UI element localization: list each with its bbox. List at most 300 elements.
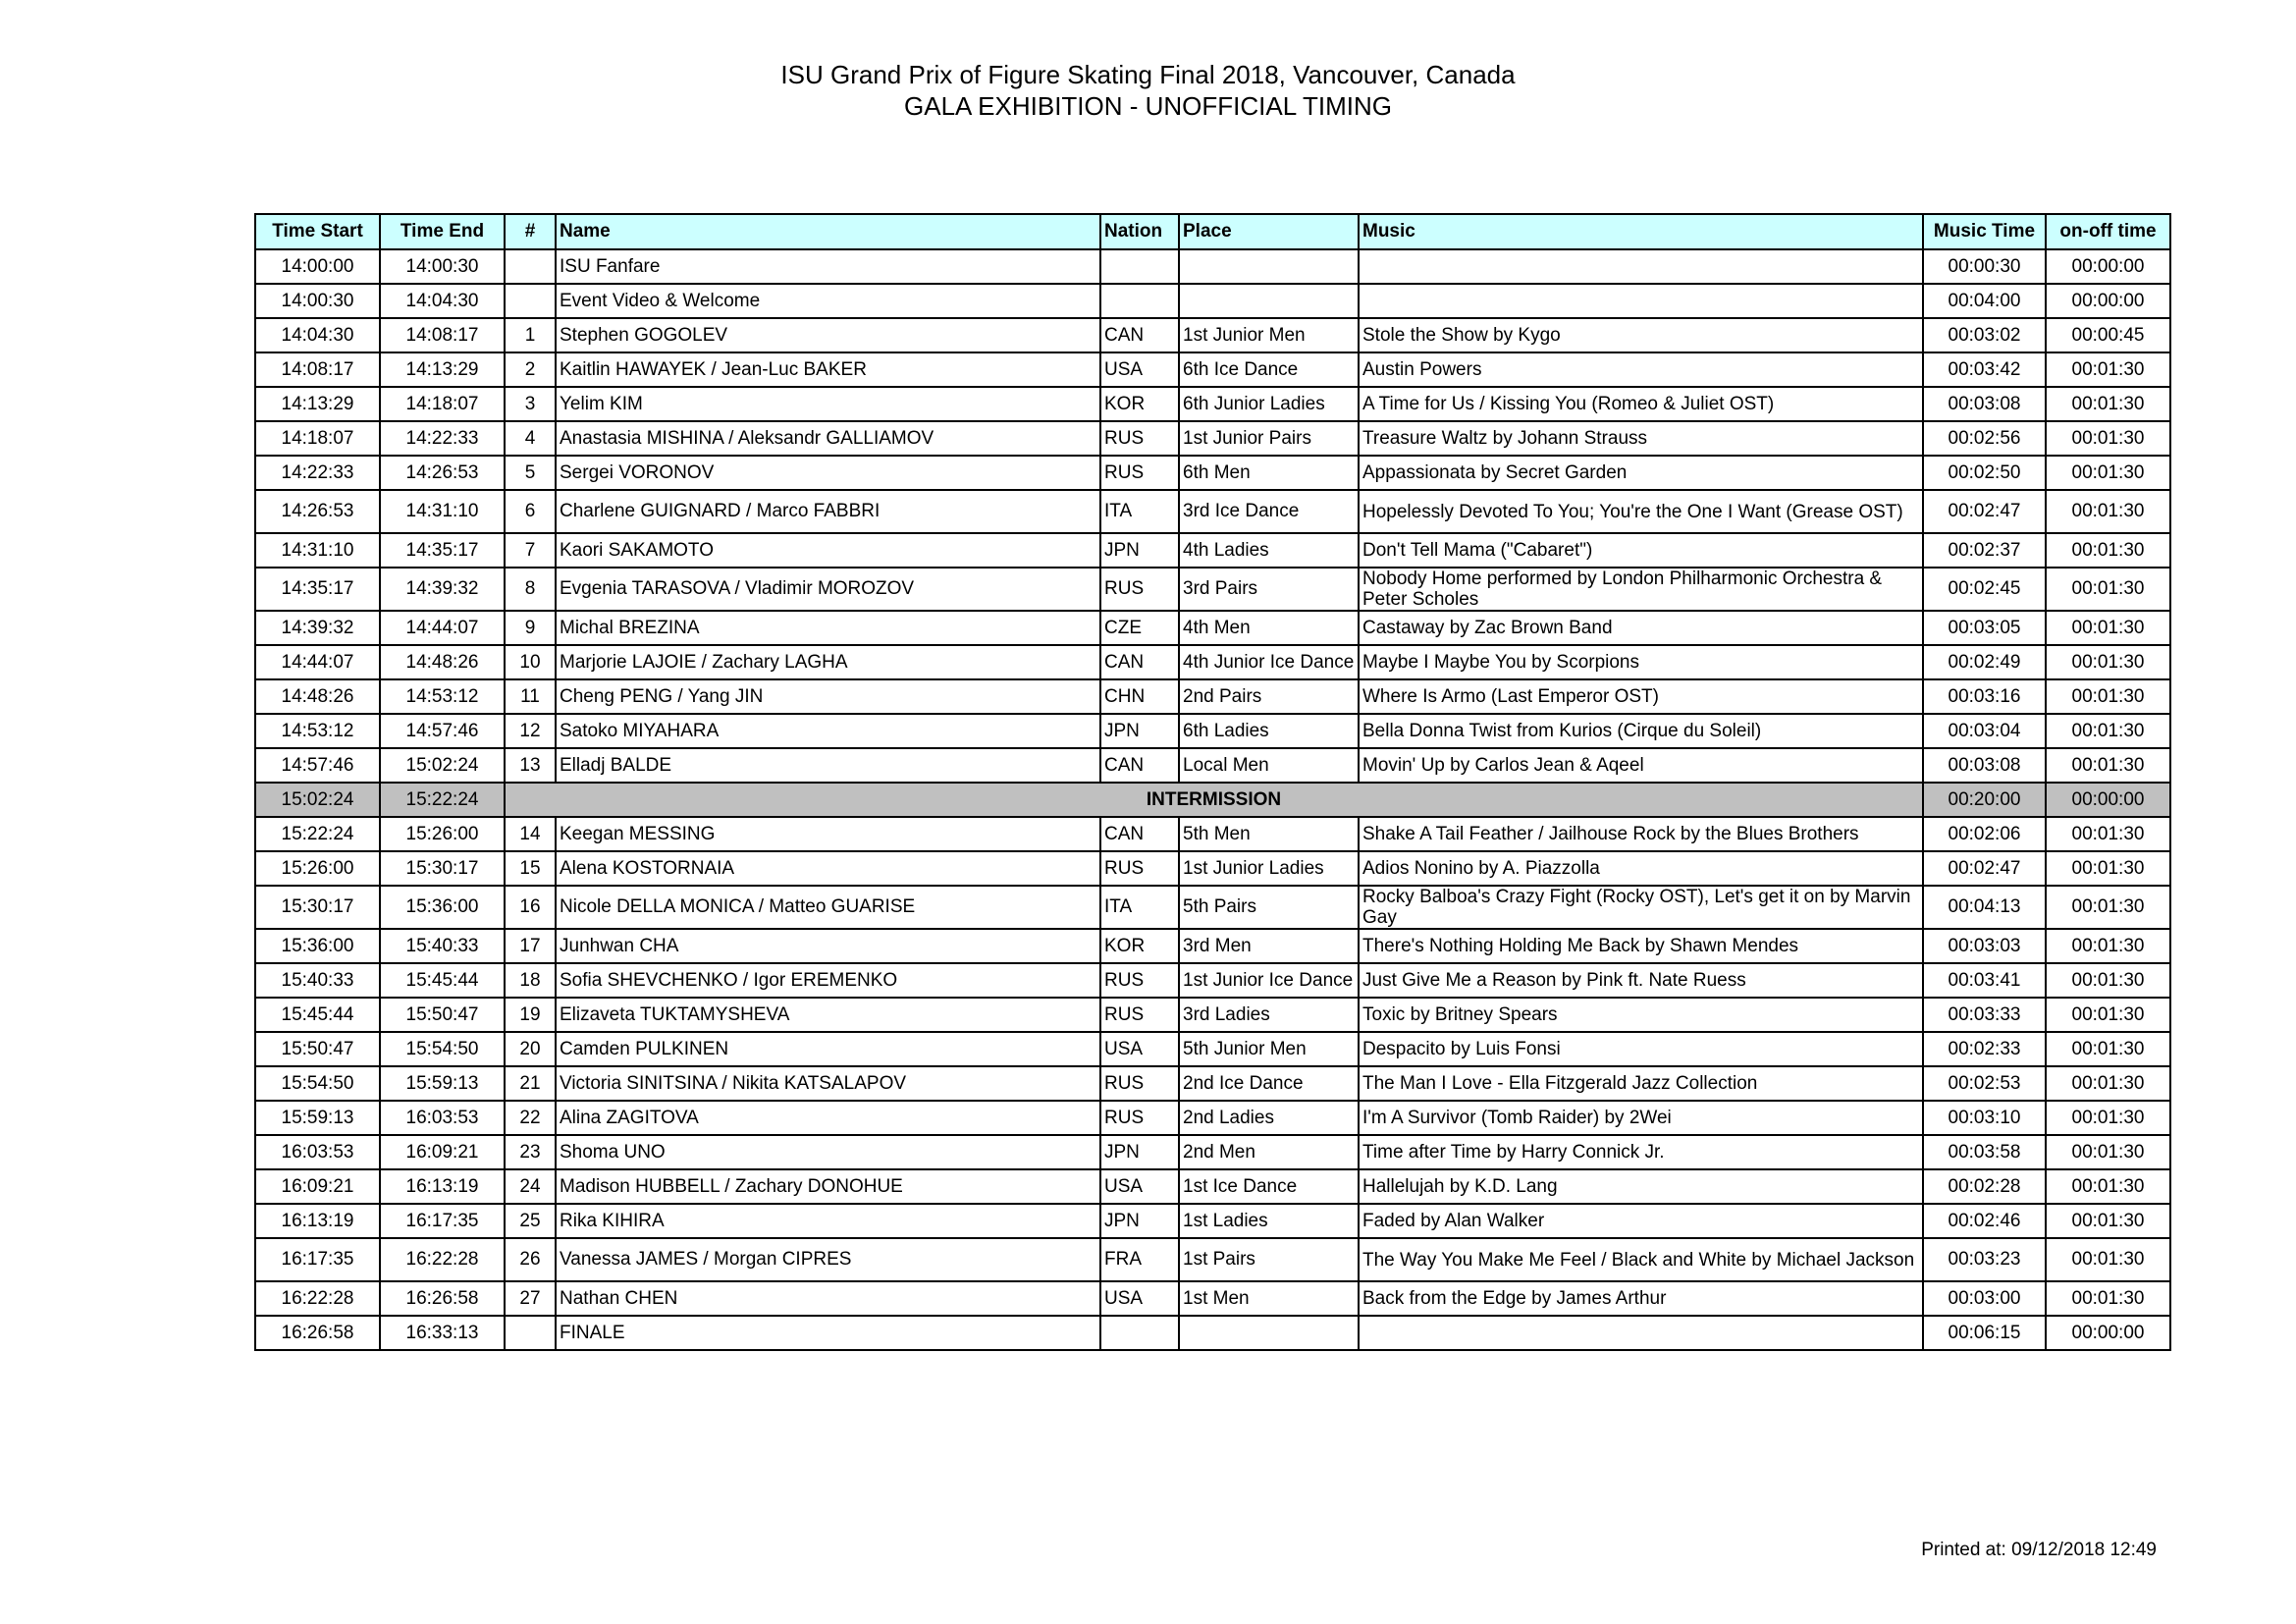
cell-place: 3rd Pairs bbox=[1179, 568, 1359, 611]
cell-time-start: 14:08:17 bbox=[255, 352, 380, 387]
cell-on-off-time: 00:01:30 bbox=[2046, 817, 2170, 851]
cell-on-off-time: 00:01:30 bbox=[2046, 611, 2170, 645]
intermission-label: INTERMISSION bbox=[505, 783, 1923, 817]
cell-place: 5th Men bbox=[1179, 817, 1359, 851]
timing-table bbox=[254, 213, 2171, 1351]
col-header-time-end: Time End bbox=[380, 214, 505, 249]
cell-nation: RUS bbox=[1100, 963, 1179, 998]
cell-time-end: 14:39:32 bbox=[380, 568, 505, 611]
cell-nation: USA bbox=[1100, 352, 1179, 387]
table-row bbox=[255, 352, 2170, 387]
col-header-number: # bbox=[505, 214, 556, 249]
cell-time-start: 14:31:10 bbox=[255, 533, 380, 568]
cell-name: Michal BREZINA bbox=[556, 611, 1100, 645]
cell-music: The Way You Make Me Feel / Black and White by Michael Jackson bbox=[1359, 1238, 1923, 1281]
cell-name: Junhwan CHA bbox=[556, 929, 1100, 963]
cell-music-time: 00:03:08 bbox=[1923, 748, 2046, 783]
cell-nation: ITA bbox=[1100, 886, 1179, 929]
table-body-part2 bbox=[255, 817, 2170, 1350]
cell-name: Rika KIHIRA bbox=[556, 1204, 1100, 1238]
cell-number: 3 bbox=[505, 387, 556, 421]
cell-time-start: 14:39:32 bbox=[255, 611, 380, 645]
cell-time-start: 15:30:17 bbox=[255, 886, 380, 929]
cell-name: Shoma UNO bbox=[556, 1135, 1100, 1169]
cell-time-start: 14:18:07 bbox=[255, 421, 380, 456]
cell-name: Cheng PENG / Yang JIN bbox=[556, 679, 1100, 714]
cell-number: 25 bbox=[505, 1204, 556, 1238]
cell-name: Event Video & Welcome bbox=[556, 284, 1100, 318]
cell-number: 26 bbox=[505, 1238, 556, 1281]
table-row bbox=[255, 568, 2170, 611]
cell-music bbox=[1359, 284, 1923, 318]
cell-time-end: 16:26:58 bbox=[380, 1281, 505, 1316]
cell-music-time: 00:03:00 bbox=[1923, 1281, 2046, 1316]
cell-name: Anastasia MISHINA / Aleksandr GALLIAMOV bbox=[556, 421, 1100, 456]
cell-nation: JPN bbox=[1100, 1204, 1179, 1238]
cell-place: 5th Pairs bbox=[1179, 886, 1359, 929]
cell-music-time: 00:02:49 bbox=[1923, 645, 2046, 679]
cell-number: 14 bbox=[505, 817, 556, 851]
cell-number: 23 bbox=[505, 1135, 556, 1169]
cell-name: Charlene GUIGNARD / Marco FABBRI bbox=[556, 490, 1100, 533]
cell-on-off-time: 00:00:00 bbox=[2046, 249, 2170, 284]
cell-time-start: 14:04:30 bbox=[255, 318, 380, 352]
cell-on-off-time: 00:01:30 bbox=[2046, 1101, 2170, 1135]
table-row bbox=[255, 645, 2170, 679]
table-row bbox=[255, 679, 2170, 714]
cell-time-end: 15:02:24 bbox=[380, 748, 505, 783]
cell-on-off-time: 00:01:30 bbox=[2046, 714, 2170, 748]
cell-nation: USA bbox=[1100, 1032, 1179, 1066]
table-row bbox=[255, 456, 2170, 490]
cell-number: 20 bbox=[505, 1032, 556, 1066]
cell-on-off-time: 00:01:30 bbox=[2046, 352, 2170, 387]
cell-time-end: 16:09:21 bbox=[380, 1135, 505, 1169]
cell-time-start: 16:09:21 bbox=[255, 1169, 380, 1204]
table-row bbox=[255, 1316, 2170, 1350]
cell-number: 1 bbox=[505, 318, 556, 352]
cell-place: 1st Ice Dance bbox=[1179, 1169, 1359, 1204]
cell-on-off-time: 00:01:30 bbox=[2046, 1281, 2170, 1316]
cell-music: Maybe I Maybe You by Scorpions bbox=[1359, 645, 1923, 679]
cell-music-time: 00:02:06 bbox=[1923, 817, 2046, 851]
cell-time-end: 14:35:17 bbox=[380, 533, 505, 568]
cell-name: FINALE bbox=[556, 1316, 1100, 1350]
cell-time-end: 15:45:44 bbox=[380, 963, 505, 998]
cell-place: 3rd Ice Dance bbox=[1179, 490, 1359, 533]
cell-nation: USA bbox=[1100, 1169, 1179, 1204]
cell-nation: KOR bbox=[1100, 387, 1179, 421]
cell-music-time: 00:02:53 bbox=[1923, 1066, 2046, 1101]
cell-music: Nobody Home performed by London Philharmonic Orchestra & Peter Scholes bbox=[1359, 568, 1923, 611]
cell-number: 17 bbox=[505, 929, 556, 963]
table-row bbox=[255, 1169, 2170, 1204]
cell-place: 6th Ice Dance bbox=[1179, 352, 1359, 387]
cell-time-end: 14:18:07 bbox=[380, 387, 505, 421]
table-row bbox=[255, 533, 2170, 568]
col-header-music: Music bbox=[1359, 214, 1923, 249]
cell-music: I'm A Survivor (Tomb Raider) by 2Wei bbox=[1359, 1101, 1923, 1135]
cell-nation: ITA bbox=[1100, 490, 1179, 533]
cell-place: 2nd Ice Dance bbox=[1179, 1066, 1359, 1101]
cell-music-time: 00:04:00 bbox=[1923, 284, 2046, 318]
table-row bbox=[255, 1204, 2170, 1238]
cell-time-start: 15:59:13 bbox=[255, 1101, 380, 1135]
cell-time-end: 16:13:19 bbox=[380, 1169, 505, 1204]
cell-music: Back from the Edge by James Arthur bbox=[1359, 1281, 1923, 1316]
cell-nation: CAN bbox=[1100, 817, 1179, 851]
cell-name: Keegan MESSING bbox=[556, 817, 1100, 851]
cell-nation bbox=[1100, 249, 1179, 284]
cell-on-off-time: 00:01:30 bbox=[2046, 929, 2170, 963]
cell-place: 3rd Men bbox=[1179, 929, 1359, 963]
cell-time-start: 14:26:53 bbox=[255, 490, 380, 533]
cell-on-off-time: 00:01:30 bbox=[2046, 1066, 2170, 1101]
cell-music: There's Nothing Holding Me Back by Shawn Mendes bbox=[1359, 929, 1923, 963]
table-row bbox=[255, 1281, 2170, 1316]
document-subtitle: GALA EXHIBITION - UNOFFICIAL TIMING bbox=[904, 91, 1392, 121]
cell-time-end: 14:53:12 bbox=[380, 679, 505, 714]
cell-music: Movin' Up by Carlos Jean & Aqeel bbox=[1359, 748, 1923, 783]
cell-number bbox=[505, 249, 556, 284]
cell-name: Vanessa JAMES / Morgan CIPRES bbox=[556, 1238, 1100, 1281]
table-row bbox=[255, 284, 2170, 318]
cell-place: 1st Junior Men bbox=[1179, 318, 1359, 352]
cell-on-off-time: 00:00:00 bbox=[2046, 1316, 2170, 1350]
cell-nation: RUS bbox=[1100, 998, 1179, 1032]
cell-time-end: 15:30:17 bbox=[380, 851, 505, 886]
cell-name: Stephen GOGOLEV bbox=[556, 318, 1100, 352]
cell-name: Sofia SHEVCHENKO / Igor EREMENKO bbox=[556, 963, 1100, 998]
cell-name: Alena KOSTORNAIA bbox=[556, 851, 1100, 886]
cell-time-start: 16:13:19 bbox=[255, 1204, 380, 1238]
cell-music: A Time for Us / Kissing You (Romeo & Juliet OST) bbox=[1359, 387, 1923, 421]
cell-nation bbox=[1100, 1316, 1179, 1350]
cell-place: 1st Ladies bbox=[1179, 1204, 1359, 1238]
cell-time-end: 14:31:10 bbox=[380, 490, 505, 533]
cell-music-time: 00:02:28 bbox=[1923, 1169, 2046, 1204]
cell-number: 8 bbox=[505, 568, 556, 611]
cell-place: 6th Ladies bbox=[1179, 714, 1359, 748]
cell-music-time: 00:03:05 bbox=[1923, 611, 2046, 645]
cell-music-time: 00:03:42 bbox=[1923, 352, 2046, 387]
table-row bbox=[255, 1135, 2170, 1169]
cell-time-start: 15:26:00 bbox=[255, 851, 380, 886]
cell-number: 6 bbox=[505, 490, 556, 533]
cell-on-off-time: 00:01:30 bbox=[2046, 533, 2170, 568]
cell-on-off-time: 00:01:30 bbox=[2046, 851, 2170, 886]
cell-on-off-time: 00:01:30 bbox=[2046, 1238, 2170, 1281]
cell-nation: RUS bbox=[1100, 1101, 1179, 1135]
cell-nation: RUS bbox=[1100, 456, 1179, 490]
cell-music-time: 00:03:04 bbox=[1923, 714, 2046, 748]
cell-number: 12 bbox=[505, 714, 556, 748]
cell-time-start: 15:36:00 bbox=[255, 929, 380, 963]
col-header-nation: Nation bbox=[1100, 214, 1179, 249]
cell-name: Evgenia TARASOVA / Vladimir MOROZOV bbox=[556, 568, 1100, 611]
cell-number: 21 bbox=[505, 1066, 556, 1101]
cell-time-start: 14:44:07 bbox=[255, 645, 380, 679]
cell-nation: RUS bbox=[1100, 568, 1179, 611]
cell-on-off-time: 00:01:30 bbox=[2046, 645, 2170, 679]
table-row bbox=[255, 963, 2170, 998]
cell-music: Just Give Me a Reason by Pink ft. Nate Ruess bbox=[1359, 963, 1923, 998]
cell-nation: RUS bbox=[1100, 851, 1179, 886]
document-title: ISU Grand Prix of Figure Skating Final 2018, Vancouver, Canada bbox=[780, 60, 1516, 89]
cell-time-start: 15:54:50 bbox=[255, 1066, 380, 1101]
cell-music-time: 00:02:50 bbox=[1923, 456, 2046, 490]
cell-number: 22 bbox=[505, 1101, 556, 1135]
cell-name: Elladj BALDE bbox=[556, 748, 1100, 783]
table-row bbox=[255, 1238, 2170, 1281]
cell-music-time: 00:03:23 bbox=[1923, 1238, 2046, 1281]
table-row bbox=[255, 490, 2170, 533]
cell-time-start: 15:22:24 bbox=[255, 817, 380, 851]
cell-name: Nathan CHEN bbox=[556, 1281, 1100, 1316]
cell-time-end: 14:44:07 bbox=[380, 611, 505, 645]
cell-on-off-time: 00:01:30 bbox=[2046, 387, 2170, 421]
cell-time-start: 16:17:35 bbox=[255, 1238, 380, 1281]
cell-place: 2nd Pairs bbox=[1179, 679, 1359, 714]
cell-place: 3rd Ladies bbox=[1179, 998, 1359, 1032]
cell-music: Rocky Balboa's Crazy Fight (Rocky OST), Let's get it on by Marvin Gay bbox=[1359, 886, 1923, 929]
cell-on-off-time: 00:01:30 bbox=[2046, 963, 2170, 998]
cell-music: Shake A Tail Feather / Jailhouse Rock by the Blues Brothers bbox=[1359, 817, 1923, 851]
cell-music-time: 00:02:47 bbox=[1923, 490, 2046, 533]
cell-music: Despacito by Luis Fonsi bbox=[1359, 1032, 1923, 1066]
cell-number: 19 bbox=[505, 998, 556, 1032]
cell-on-off-time: 00:01:30 bbox=[2046, 456, 2170, 490]
cell-music-time: 00:03:33 bbox=[1923, 998, 2046, 1032]
cell-music: Bella Donna Twist from Kurios (Cirque du Soleil) bbox=[1359, 714, 1923, 748]
cell-name: Alina ZAGITOVA bbox=[556, 1101, 1100, 1135]
cell-place: 4th Junior Ice Dance bbox=[1179, 645, 1359, 679]
cell-name: ISU Fanfare bbox=[556, 249, 1100, 284]
cell-on-off-time: 00:01:30 bbox=[2046, 568, 2170, 611]
cell-place: 5th Junior Men bbox=[1179, 1032, 1359, 1066]
table-row bbox=[255, 1101, 2170, 1135]
cell-place bbox=[1179, 249, 1359, 284]
table-body-part1 bbox=[255, 249, 2170, 783]
cell-number: 11 bbox=[505, 679, 556, 714]
cell-nation: CHN bbox=[1100, 679, 1179, 714]
cell-time-end: 14:22:33 bbox=[380, 421, 505, 456]
cell-time-end: 15:36:00 bbox=[380, 886, 505, 929]
cell-place: 6th Men bbox=[1179, 456, 1359, 490]
cell-name: Elizaveta TUKTAMYSHEVA bbox=[556, 998, 1100, 1032]
cell-music: Adios Nonino by A. Piazzolla bbox=[1359, 851, 1923, 886]
cell-place: 2nd Ladies bbox=[1179, 1101, 1359, 1135]
cell-music-time: 00:02:47 bbox=[1923, 851, 2046, 886]
table-body-intermission bbox=[255, 783, 2170, 817]
cell-place: 2nd Men bbox=[1179, 1135, 1359, 1169]
cell-place: 1st Junior Ladies bbox=[1179, 851, 1359, 886]
table-header-row bbox=[255, 214, 2170, 249]
cell-music-time: 00:02:45 bbox=[1923, 568, 2046, 611]
cell-time-end: 14:26:53 bbox=[380, 456, 505, 490]
cell-music: Hallelujah by K.D. Lang bbox=[1359, 1169, 1923, 1204]
cell-time-end: 15:59:13 bbox=[380, 1066, 505, 1101]
cell-name: Marjorie LAJOIE / Zachary LAGHA bbox=[556, 645, 1100, 679]
table-row bbox=[255, 611, 2170, 645]
cell-music: Appassionata by Secret Garden bbox=[1359, 456, 1923, 490]
table-row bbox=[255, 886, 2170, 929]
cell-nation: USA bbox=[1100, 1281, 1179, 1316]
cell-number bbox=[505, 1316, 556, 1350]
table-row bbox=[255, 851, 2170, 886]
cell-on-off-time: 00:01:30 bbox=[2046, 1135, 2170, 1169]
cell-time-start: 15:40:33 bbox=[255, 963, 380, 998]
cell-music: Don't Tell Mama ("Cabaret") bbox=[1359, 533, 1923, 568]
cell-music-time: 00:03:03 bbox=[1923, 929, 2046, 963]
cell-music bbox=[1359, 249, 1923, 284]
intermission-music-time: 00:20:00 bbox=[1923, 783, 2046, 817]
cell-name: Sergei VORONOV bbox=[556, 456, 1100, 490]
cell-time-end: 16:17:35 bbox=[380, 1204, 505, 1238]
cell-music: Stole the Show by Kygo bbox=[1359, 318, 1923, 352]
intermission-row bbox=[255, 783, 2170, 817]
cell-music-time: 00:02:56 bbox=[1923, 421, 2046, 456]
cell-nation: CAN bbox=[1100, 318, 1179, 352]
cell-nation: KOR bbox=[1100, 929, 1179, 963]
cell-time-end: 16:03:53 bbox=[380, 1101, 505, 1135]
cell-time-start: 14:00:30 bbox=[255, 284, 380, 318]
table-row bbox=[255, 421, 2170, 456]
cell-number: 10 bbox=[505, 645, 556, 679]
cell-number: 15 bbox=[505, 851, 556, 886]
cell-music: Treasure Waltz by Johann Strauss bbox=[1359, 421, 1923, 456]
intermission-end: 15:22:24 bbox=[380, 783, 505, 817]
cell-music-time: 00:03:10 bbox=[1923, 1101, 2046, 1135]
table-row bbox=[255, 1066, 2170, 1101]
cell-music-time: 00:02:46 bbox=[1923, 1204, 2046, 1238]
cell-music: Faded by Alan Walker bbox=[1359, 1204, 1923, 1238]
cell-music-time: 00:00:30 bbox=[1923, 249, 2046, 284]
table-row bbox=[255, 249, 2170, 284]
cell-music: Castaway by Zac Brown Band bbox=[1359, 611, 1923, 645]
cell-on-off-time: 00:01:30 bbox=[2046, 1169, 2170, 1204]
cell-nation: CZE bbox=[1100, 611, 1179, 645]
cell-time-start: 14:53:12 bbox=[255, 714, 380, 748]
cell-time-start: 15:50:47 bbox=[255, 1032, 380, 1066]
cell-music-time: 00:03:16 bbox=[1923, 679, 2046, 714]
cell-number: 18 bbox=[505, 963, 556, 998]
cell-nation: CAN bbox=[1100, 748, 1179, 783]
col-header-name: Name bbox=[556, 214, 1100, 249]
cell-time-start: 14:00:00 bbox=[255, 249, 380, 284]
cell-time-start: 14:48:26 bbox=[255, 679, 380, 714]
cell-on-off-time: 00:01:30 bbox=[2046, 998, 2170, 1032]
table-row bbox=[255, 998, 2170, 1032]
col-header-time-start: Time Start bbox=[255, 214, 380, 249]
cell-place: 1st Pairs bbox=[1179, 1238, 1359, 1281]
cell-number: 7 bbox=[505, 533, 556, 568]
col-header-music-time: Music Time bbox=[1923, 214, 2046, 249]
cell-music-time: 00:03:08 bbox=[1923, 387, 2046, 421]
printed-at: Printed at: 09/12/2018 12:49 bbox=[1921, 1540, 2157, 1560]
cell-music-time: 00:02:33 bbox=[1923, 1032, 2046, 1066]
cell-time-end: 14:48:26 bbox=[380, 645, 505, 679]
cell-place bbox=[1179, 1316, 1359, 1350]
cell-place: 4th Ladies bbox=[1179, 533, 1359, 568]
cell-number: 27 bbox=[505, 1281, 556, 1316]
cell-name: Kaori SAKAMOTO bbox=[556, 533, 1100, 568]
cell-on-off-time: 00:01:30 bbox=[2046, 1032, 2170, 1066]
cell-time-start: 14:57:46 bbox=[255, 748, 380, 783]
cell-place: 4th Men bbox=[1179, 611, 1359, 645]
document-header bbox=[0, 59, 2296, 122]
table-row bbox=[255, 318, 2170, 352]
cell-nation: FRA bbox=[1100, 1238, 1179, 1281]
cell-music-time: 00:03:58 bbox=[1923, 1135, 2046, 1169]
table-row bbox=[255, 387, 2170, 421]
intermission-on-off: 00:00:00 bbox=[2046, 783, 2170, 817]
cell-number: 9 bbox=[505, 611, 556, 645]
cell-on-off-time: 00:01:30 bbox=[2046, 679, 2170, 714]
cell-number: 16 bbox=[505, 886, 556, 929]
cell-time-end: 15:50:47 bbox=[380, 998, 505, 1032]
cell-name: Kaitlin HAWAYEK / Jean-Luc BAKER bbox=[556, 352, 1100, 387]
cell-nation: JPN bbox=[1100, 714, 1179, 748]
cell-music-time: 00:06:15 bbox=[1923, 1316, 2046, 1350]
cell-time-start: 16:26:58 bbox=[255, 1316, 380, 1350]
cell-time-end: 14:08:17 bbox=[380, 318, 505, 352]
cell-time-start: 14:13:29 bbox=[255, 387, 380, 421]
cell-on-off-time: 00:01:30 bbox=[2046, 886, 2170, 929]
cell-time-end: 14:13:29 bbox=[380, 352, 505, 387]
cell-number: 4 bbox=[505, 421, 556, 456]
cell-time-start: 16:03:53 bbox=[255, 1135, 380, 1169]
cell-name: Nicole DELLA MONICA / Matteo GUARISE bbox=[556, 886, 1100, 929]
cell-on-off-time: 00:01:30 bbox=[2046, 490, 2170, 533]
cell-number: 13 bbox=[505, 748, 556, 783]
cell-music: Toxic by Britney Spears bbox=[1359, 998, 1923, 1032]
cell-time-end: 14:57:46 bbox=[380, 714, 505, 748]
cell-name: Camden PULKINEN bbox=[556, 1032, 1100, 1066]
cell-number: 5 bbox=[505, 456, 556, 490]
cell-nation: RUS bbox=[1100, 1066, 1179, 1101]
cell-time-start: 14:35:17 bbox=[255, 568, 380, 611]
cell-place: Local Men bbox=[1179, 748, 1359, 783]
cell-number: 24 bbox=[505, 1169, 556, 1204]
cell-time-start: 16:22:28 bbox=[255, 1281, 380, 1316]
cell-music-time: 00:04:13 bbox=[1923, 886, 2046, 929]
cell-time-end: 15:26:00 bbox=[380, 817, 505, 851]
cell-music: Austin Powers bbox=[1359, 352, 1923, 387]
cell-time-end: 14:00:30 bbox=[380, 249, 505, 284]
cell-place: 1st Junior Pairs bbox=[1179, 421, 1359, 456]
cell-on-off-time: 00:00:00 bbox=[2046, 284, 2170, 318]
cell-time-end: 15:54:50 bbox=[380, 1032, 505, 1066]
cell-place: 6th Junior Ladies bbox=[1179, 387, 1359, 421]
cell-name: Madison HUBBELL / Zachary DONOHUE bbox=[556, 1169, 1100, 1204]
cell-time-end: 15:40:33 bbox=[380, 929, 505, 963]
cell-number: 2 bbox=[505, 352, 556, 387]
col-header-on-off-time: on-off time bbox=[2046, 214, 2170, 249]
cell-time-end: 14:04:30 bbox=[380, 284, 505, 318]
cell-time-end: 16:33:13 bbox=[380, 1316, 505, 1350]
cell-on-off-time: 00:00:45 bbox=[2046, 318, 2170, 352]
cell-on-off-time: 00:01:30 bbox=[2046, 748, 2170, 783]
cell-music-time: 00:03:02 bbox=[1923, 318, 2046, 352]
cell-nation: JPN bbox=[1100, 1135, 1179, 1169]
cell-name: Satoko MIYAHARA bbox=[556, 714, 1100, 748]
cell-music: Hopelessly Devoted To You; You're the One I Want (Grease OST) bbox=[1359, 490, 1923, 533]
cell-nation: CAN bbox=[1100, 645, 1179, 679]
cell-time-end: 16:22:28 bbox=[380, 1238, 505, 1281]
intermission-start: 15:02:24 bbox=[255, 783, 380, 817]
cell-on-off-time: 00:01:30 bbox=[2046, 421, 2170, 456]
